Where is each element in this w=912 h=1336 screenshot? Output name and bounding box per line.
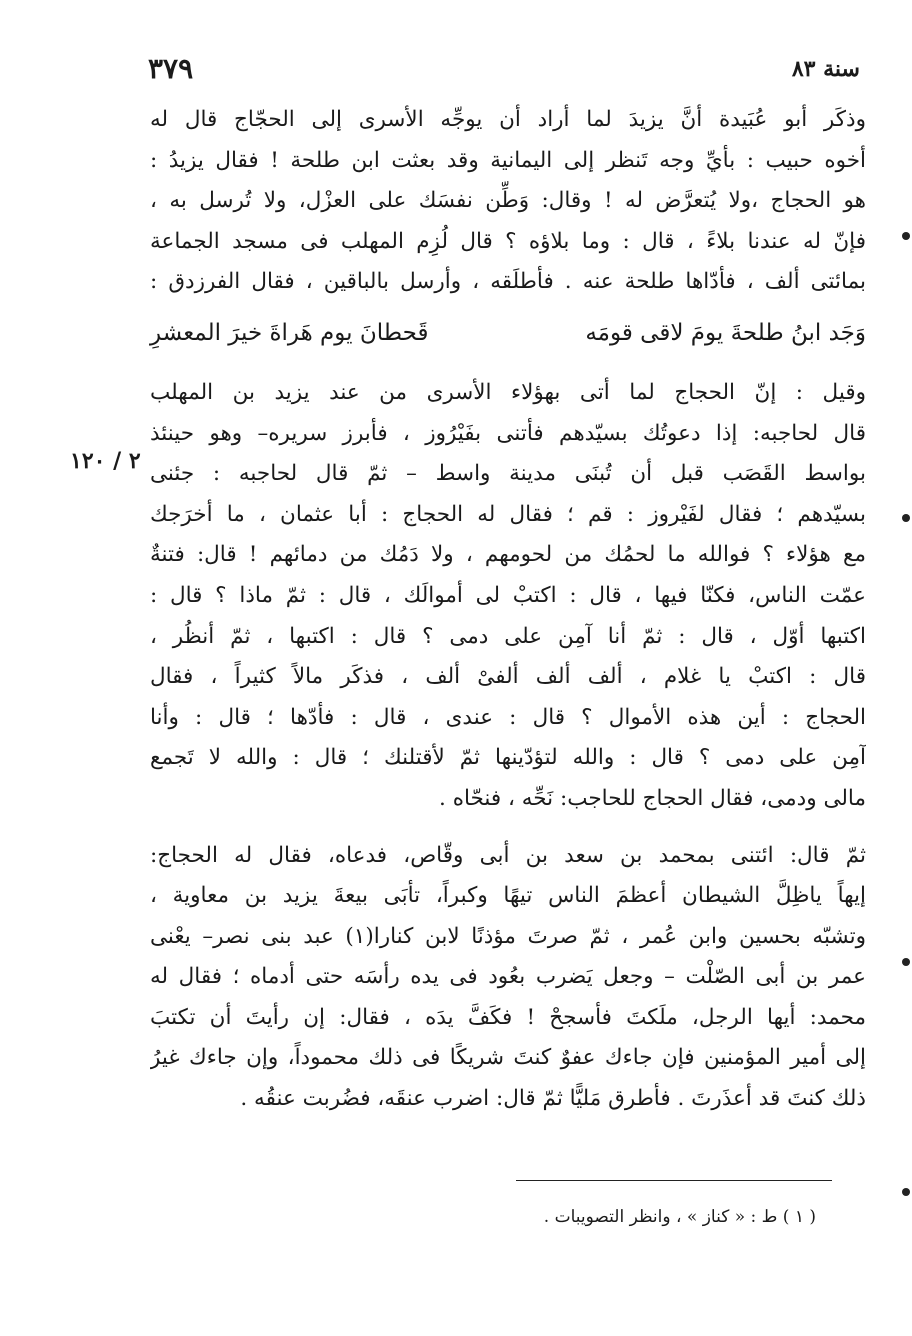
- verse-second-hemistich: قَحطانَ يوم هَراةَ خيرَ المعشرِ: [150, 319, 429, 346]
- text-line: ثمّ قال: ائتنى بمحمد بن سعد بن أبى وقّاص، فدعاه، فقال له الحجاج:: [150, 842, 866, 868]
- text-line: ذلك كنتَ قد أعذَرتَ . فأطرق مَليًّا ثمّ قال: اضرب عنقَه، فضُربت عنقُه .: [240, 1086, 866, 1112]
- text-line: وتشبّه بحسين وابن عُمر ، ثمّ صرتَ مؤذنًا لابن كنارا(١) عبد بنى نصر– يعْنى: [150, 923, 866, 949]
- text-line: إيهاً ياظِلَّ الشيطان أعظمَ الناس تيهًا وكبراً، تأبَى بيعةَ يزيد بن معاوية ،: [150, 883, 866, 909]
- paragraph-1: [150, 100, 866, 303]
- binding-mark: [902, 514, 910, 522]
- text-line: إلى أمير المؤمنين فإن جاءك عفوٌ كنتَ شريكًا فى ذلك محموداً، وإن جاءك غيرُ: [150, 1045, 866, 1071]
- main-text: [150, 100, 866, 1120]
- page-header: [148, 52, 860, 92]
- text-line: محمد: أيها الرجل، ملَكتَ فأسجحْ ! فكَفَّ يدَه ، فقال: إن رأيتَ أن تكتبَ: [150, 1004, 866, 1030]
- page-number: ٣٧٩: [148, 52, 194, 85]
- running-head-year: سنة ٨٣: [791, 56, 860, 82]
- text-line: وذكَر أبو عُبَيدة أنَّ يزيدَ لما أراد أن يوجِّه الأسرى إلى الحجّاج قال له: [150, 107, 866, 132]
- text-line: قال لحاجبه: إذا دعوتُك بسيّدهم فأتنى بفَيْرُوز ، فأبرز سريره– وهو حينئذ: [150, 420, 866, 446]
- text-line: عمّت الناس، فكنّا فيها ، قال : اكتبْ لى أموالَك ، قال : ثمّ ماذا ؟ قال :: [150, 582, 866, 608]
- text-line: فإنّ له عندنا بلاءً ، قال : وما بلاؤه ؟ قال لُزِم المهلب فى مسجد الجماعة: [150, 228, 866, 254]
- text-line: هو الحجاج ،ولا يُتعرَّض له ! وقال: وَطِّن نفسَك على العزْل، ولا تُرسل به ،: [150, 188, 866, 214]
- verse-first-hemistich: وَجَد ابنُ طلحةَ يومَ لاقى قومَه: [585, 319, 866, 346]
- text-line: أخوه حبيب : بأيِّ وجه تَنظر إلى اليمانية وقد بعثت ابن طلحة ! فقال يزيدُ :: [150, 147, 866, 173]
- paragraph-2: [150, 373, 866, 820]
- text-line: مع هؤلاء ؟ فوالله ما لحمُك من لحومهم ، ولا دَمُك من دمائهم ! قال: فتنةٌ: [150, 542, 866, 568]
- text-line: آمِن على دمى ؟ قال : والله لتؤدّينها ثمّ لأقتلنك ؛ قال : والله لا تَجمع: [150, 745, 866, 771]
- text-line: اكتبها أوّل ، قال : ثمّ أنا آمِن على دمى ؟ قال : اكتبها ، ثمّ أنظُر ،: [150, 623, 866, 649]
- binding-mark: [902, 232, 910, 240]
- text-line: قال : اكتبْ يا غلام ، ألف ألف ألفىْ ألف ، فذكَر مالاً كثيراً ، فقال: [150, 664, 866, 690]
- footnote-rule: [516, 1180, 832, 1181]
- binding-mark: [902, 1188, 910, 1196]
- text-line: بسيّدهم ؛ فقال لفَيْروز : قم ؛ فقال له الحجاج : أبا عثمان ، ما أخرَجك: [150, 501, 866, 527]
- text-line: الحجاج : أين هذه الأموال ؟ قال : عندى ، قال : فأدّها ؛ قال : وأنا: [150, 704, 866, 730]
- text-line: مالى ودمى، فقال الحجاج للحاجب: نَحِّه ، فنحّاه .: [439, 785, 866, 811]
- margin-reference: ٢ / ١٢٠: [70, 448, 141, 474]
- footnote: ( ١ ) ط : « كناز » ، وانظر التصويبات .: [543, 1207, 816, 1227]
- text-line: بواسط القَصَب قبل أن تُبنَى مدينة واسط – ثمّ قال لحاجبه : جئنى: [150, 461, 866, 487]
- binding-mark: [902, 958, 910, 966]
- poetry-verse: [150, 309, 866, 357]
- paragraph-3: [150, 836, 866, 1120]
- text-line: وقيل : إنّ الحجاج لما أتى بهؤلاء الأسرى من عند يزيد بن المهلب: [150, 379, 866, 405]
- text-line: عمر بن أبى الصّلْت – وجعل يَضرب بعُود فى يده رأسَه حتى أدماه ؛ فقال له: [150, 964, 866, 990]
- text-line: بمائتى ألف ، فأدّاها طلحة عنه . فأطلَقه ، وأرسل بالباقين ، فقال الفرزدق :: [150, 269, 866, 295]
